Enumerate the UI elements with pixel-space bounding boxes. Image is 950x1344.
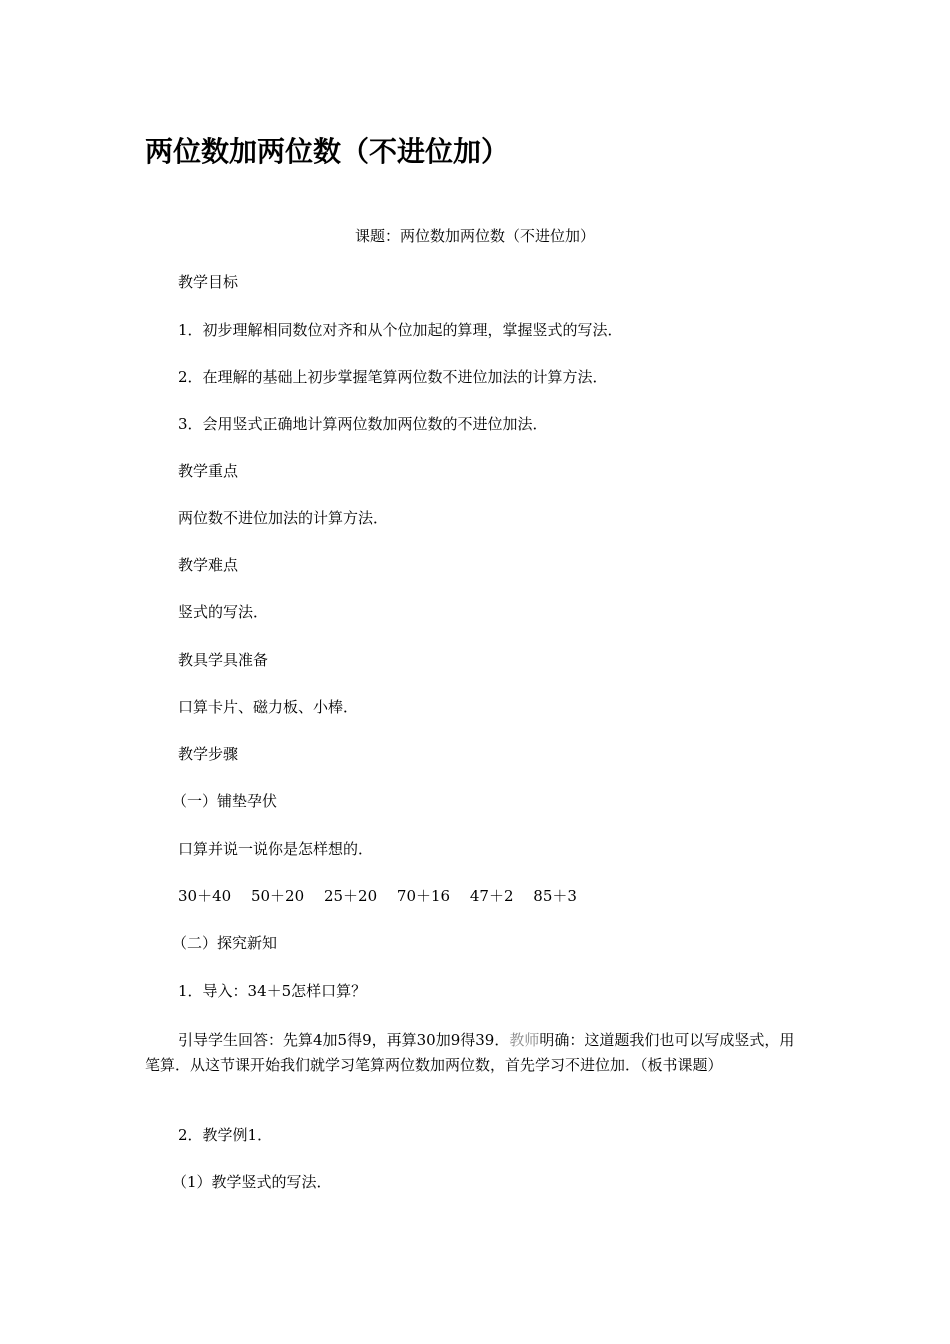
guidance-text-after: 明确：这道题我们也可以写成竖式，用笔算．从这节课开始我们就学习笔算两位数加两位数，首先学习不进位加．（板书课题）	[145, 1031, 795, 1074]
part2-item-1: 1．导入：34＋5怎样口算？	[178, 982, 367, 1000]
exercise-item: 85＋3	[533, 887, 577, 905]
key-point-heading: 教学重点	[178, 462, 239, 480]
guidance-paragraph	[145, 1028, 805, 1078]
goal-item-3: 3．会用竖式正确地计算两位数加两位数的不进位加法．	[178, 415, 548, 433]
goals-heading: 教学目标	[178, 273, 239, 291]
exercise-item: 47＋2	[469, 887, 514, 905]
teacher-word: 教师	[509, 1031, 540, 1049]
difficulty-text: 竖式的写法．	[178, 603, 269, 621]
exercise-item: 70＋16	[396, 887, 451, 905]
part2-item-2: 2．教学例1．	[178, 1126, 273, 1144]
tools-heading: 教具学具准备	[178, 651, 269, 669]
goal-item-1: 1．初步理解相同数位对齐和从个位加起的算理，掌握竖式的写法．	[178, 321, 623, 339]
part1-heading: （一）铺垫孕伏	[172, 792, 278, 810]
lesson-subtitle: 课题：两位数加两位数（不进位加）	[354, 227, 595, 245]
exercise-item: 50＋20	[250, 887, 305, 905]
goal-item-2: 2．在理解的基础上初步掌握笔算两位数不进位加法的计算方法．	[178, 368, 608, 386]
exercise-item: 25＋20	[323, 887, 378, 905]
document-title: 两位数加两位数（不进位加）	[145, 135, 510, 168]
difficulty-heading: 教学难点	[178, 556, 239, 574]
exercise-list	[178, 886, 592, 906]
steps-heading: 教学步骤	[178, 745, 239, 763]
key-point-text: 两位数不进位加法的计算方法．	[178, 509, 389, 527]
part2-heading: （二）探究新知	[172, 934, 278, 952]
guidance-text-before: 引导学生回答：先算4加5得9，再算30加9得39．	[178, 1031, 510, 1049]
tools-text: 口算卡片、磁力板、小棒．	[178, 698, 359, 716]
part1-text: 口算并说一说你是怎样想的．	[178, 840, 374, 858]
part2-sub-1: （1）教学竖式的写法．	[172, 1173, 332, 1191]
exercise-item: 30＋40	[178, 887, 232, 905]
